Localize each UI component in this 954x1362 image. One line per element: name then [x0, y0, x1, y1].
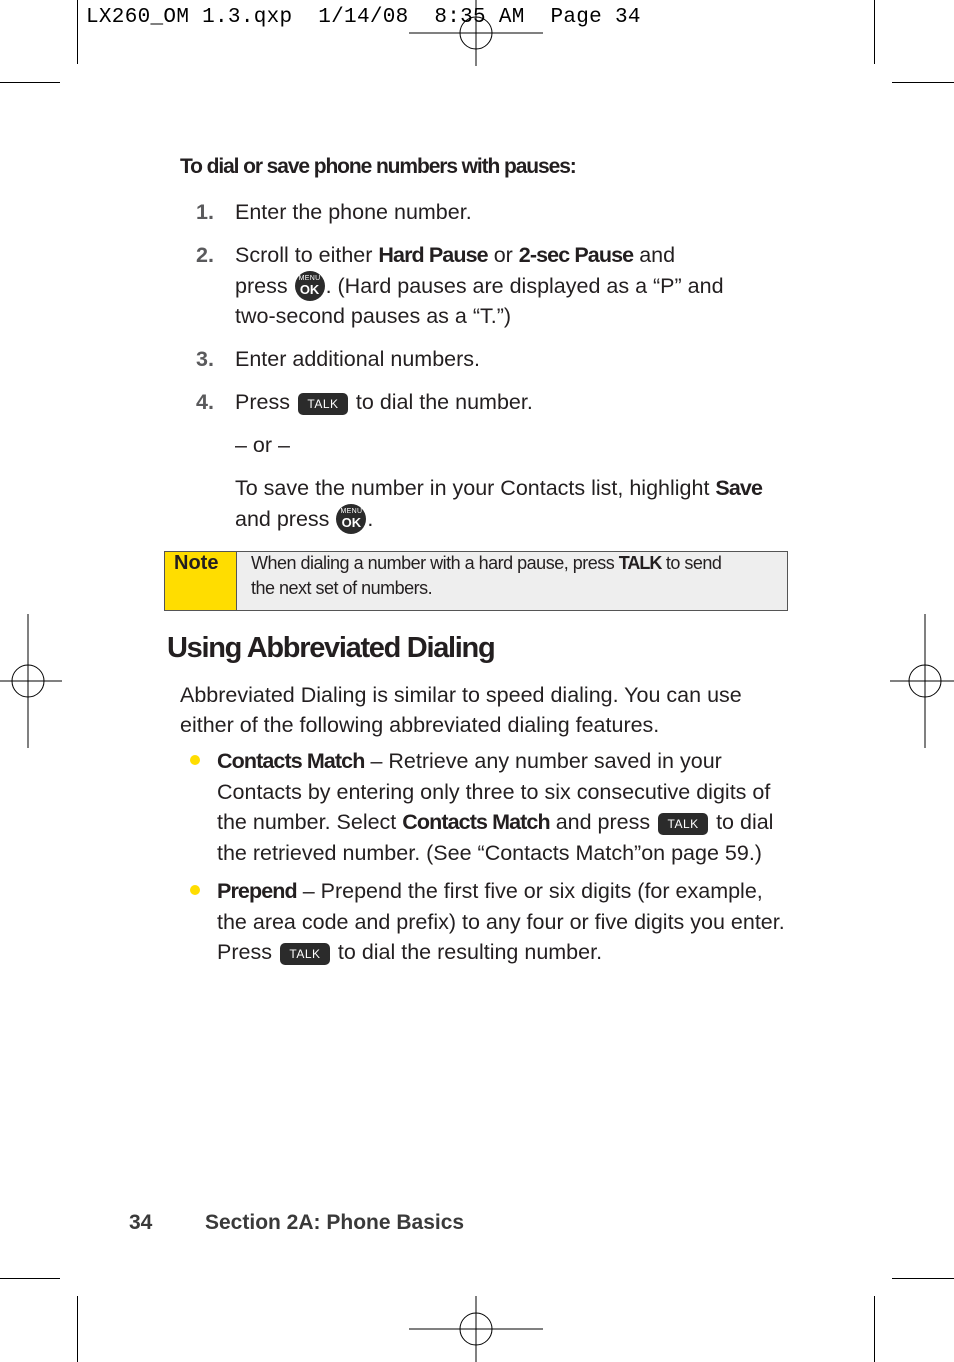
- step-text: two-second pauses as a “T.”): [235, 304, 512, 328]
- section-heading: Using Abbreviated Dialing: [167, 632, 495, 664]
- talk-key-icon: TALK: [658, 813, 708, 835]
- page-number: 34: [129, 1211, 153, 1234]
- section-footer: Section 2A: Phone Basics: [205, 1211, 465, 1234]
- crop-mark: [77, 1296, 78, 1362]
- registration-mark-left: [0, 614, 62, 748]
- crop-mark: [0, 82, 60, 83]
- step-number: 3.: [196, 347, 214, 371]
- or-text: – or –: [235, 433, 290, 457]
- bullet-contacts-match: Contacts Match – Retrieve any number saved in your Contacts by entering only three to six consecutive digits of the number. Select Contacts Match and press TALK to dial the retrieved number. (See “Contacts Match”on page 59.): [217, 746, 797, 868]
- save-option: Save: [715, 476, 763, 500]
- registration-mark-bottom: [409, 1296, 543, 1362]
- registration-mark-right: [890, 614, 954, 748]
- crop-mark: [874, 0, 875, 64]
- note-label: Note: [165, 552, 237, 610]
- bullet-dot-icon: [190, 755, 200, 765]
- bullet-dot-icon: [190, 885, 200, 895]
- bullet-term: Prepend: [217, 879, 297, 903]
- menu-ok-key-icon: MENU OK: [295, 271, 325, 301]
- talk-key-icon: TALK: [298, 393, 348, 415]
- hard-pause-option: Hard Pause: [378, 243, 488, 267]
- intro-paragraph: Abbreviated Dialing is similar to speed dialing. You can use either of the following abbreviated dialing features.: [180, 683, 742, 737]
- bullet-prepend: Prepend – Prepend the first five or six digits (for example, the area code and prefix) to any four or five digits you enter. Press TALK to dial the resulting number.: [217, 876, 797, 968]
- step-number: 2.: [196, 243, 214, 267]
- step-text: . (Hard pauses are displayed as a “P” and: [325, 273, 724, 298]
- bullet-term: Contacts Match: [217, 749, 365, 773]
- step-text: Enter the phone number.: [235, 200, 472, 224]
- crop-mark: [77, 0, 78, 64]
- step-text: press: [235, 273, 294, 298]
- step-text: and: [633, 243, 676, 267]
- step-text: Enter additional numbers.: [235, 347, 481, 371]
- step-number: 1.: [196, 200, 214, 224]
- step-number: 4.: [196, 390, 214, 414]
- two-sec-pause-option: 2-sec Pause: [518, 243, 634, 267]
- step-text: Scroll to either: [235, 243, 379, 267]
- save-text: and press: [235, 506, 336, 531]
- crop-mark: [892, 82, 954, 83]
- procedure-heading: To dial or save phone numbers with pauses:: [180, 155, 576, 178]
- printer-slug: LX260_OM 1.3.qxp 1/14/08 8:35 AM Page 34: [86, 6, 641, 29]
- step-text: Press: [235, 390, 296, 414]
- crop-mark: [874, 1296, 875, 1362]
- save-text: .: [367, 506, 374, 531]
- save-text: To save the number in your Contacts list, highlight: [235, 476, 716, 500]
- note-text: When dialing a number with a hard pause, press TALK to send the next set of numbers.: [251, 553, 722, 598]
- registration-mark-top: [409, 0, 543, 66]
- crop-mark: [892, 1278, 954, 1279]
- talk-key-icon: TALK: [280, 943, 330, 965]
- menu-ok-key-icon: MENU OK: [336, 504, 366, 534]
- note-box: [164, 551, 788, 611]
- step-text: or: [487, 243, 519, 267]
- step-text: to dial the number.: [349, 390, 533, 414]
- crop-mark: [0, 1278, 60, 1279]
